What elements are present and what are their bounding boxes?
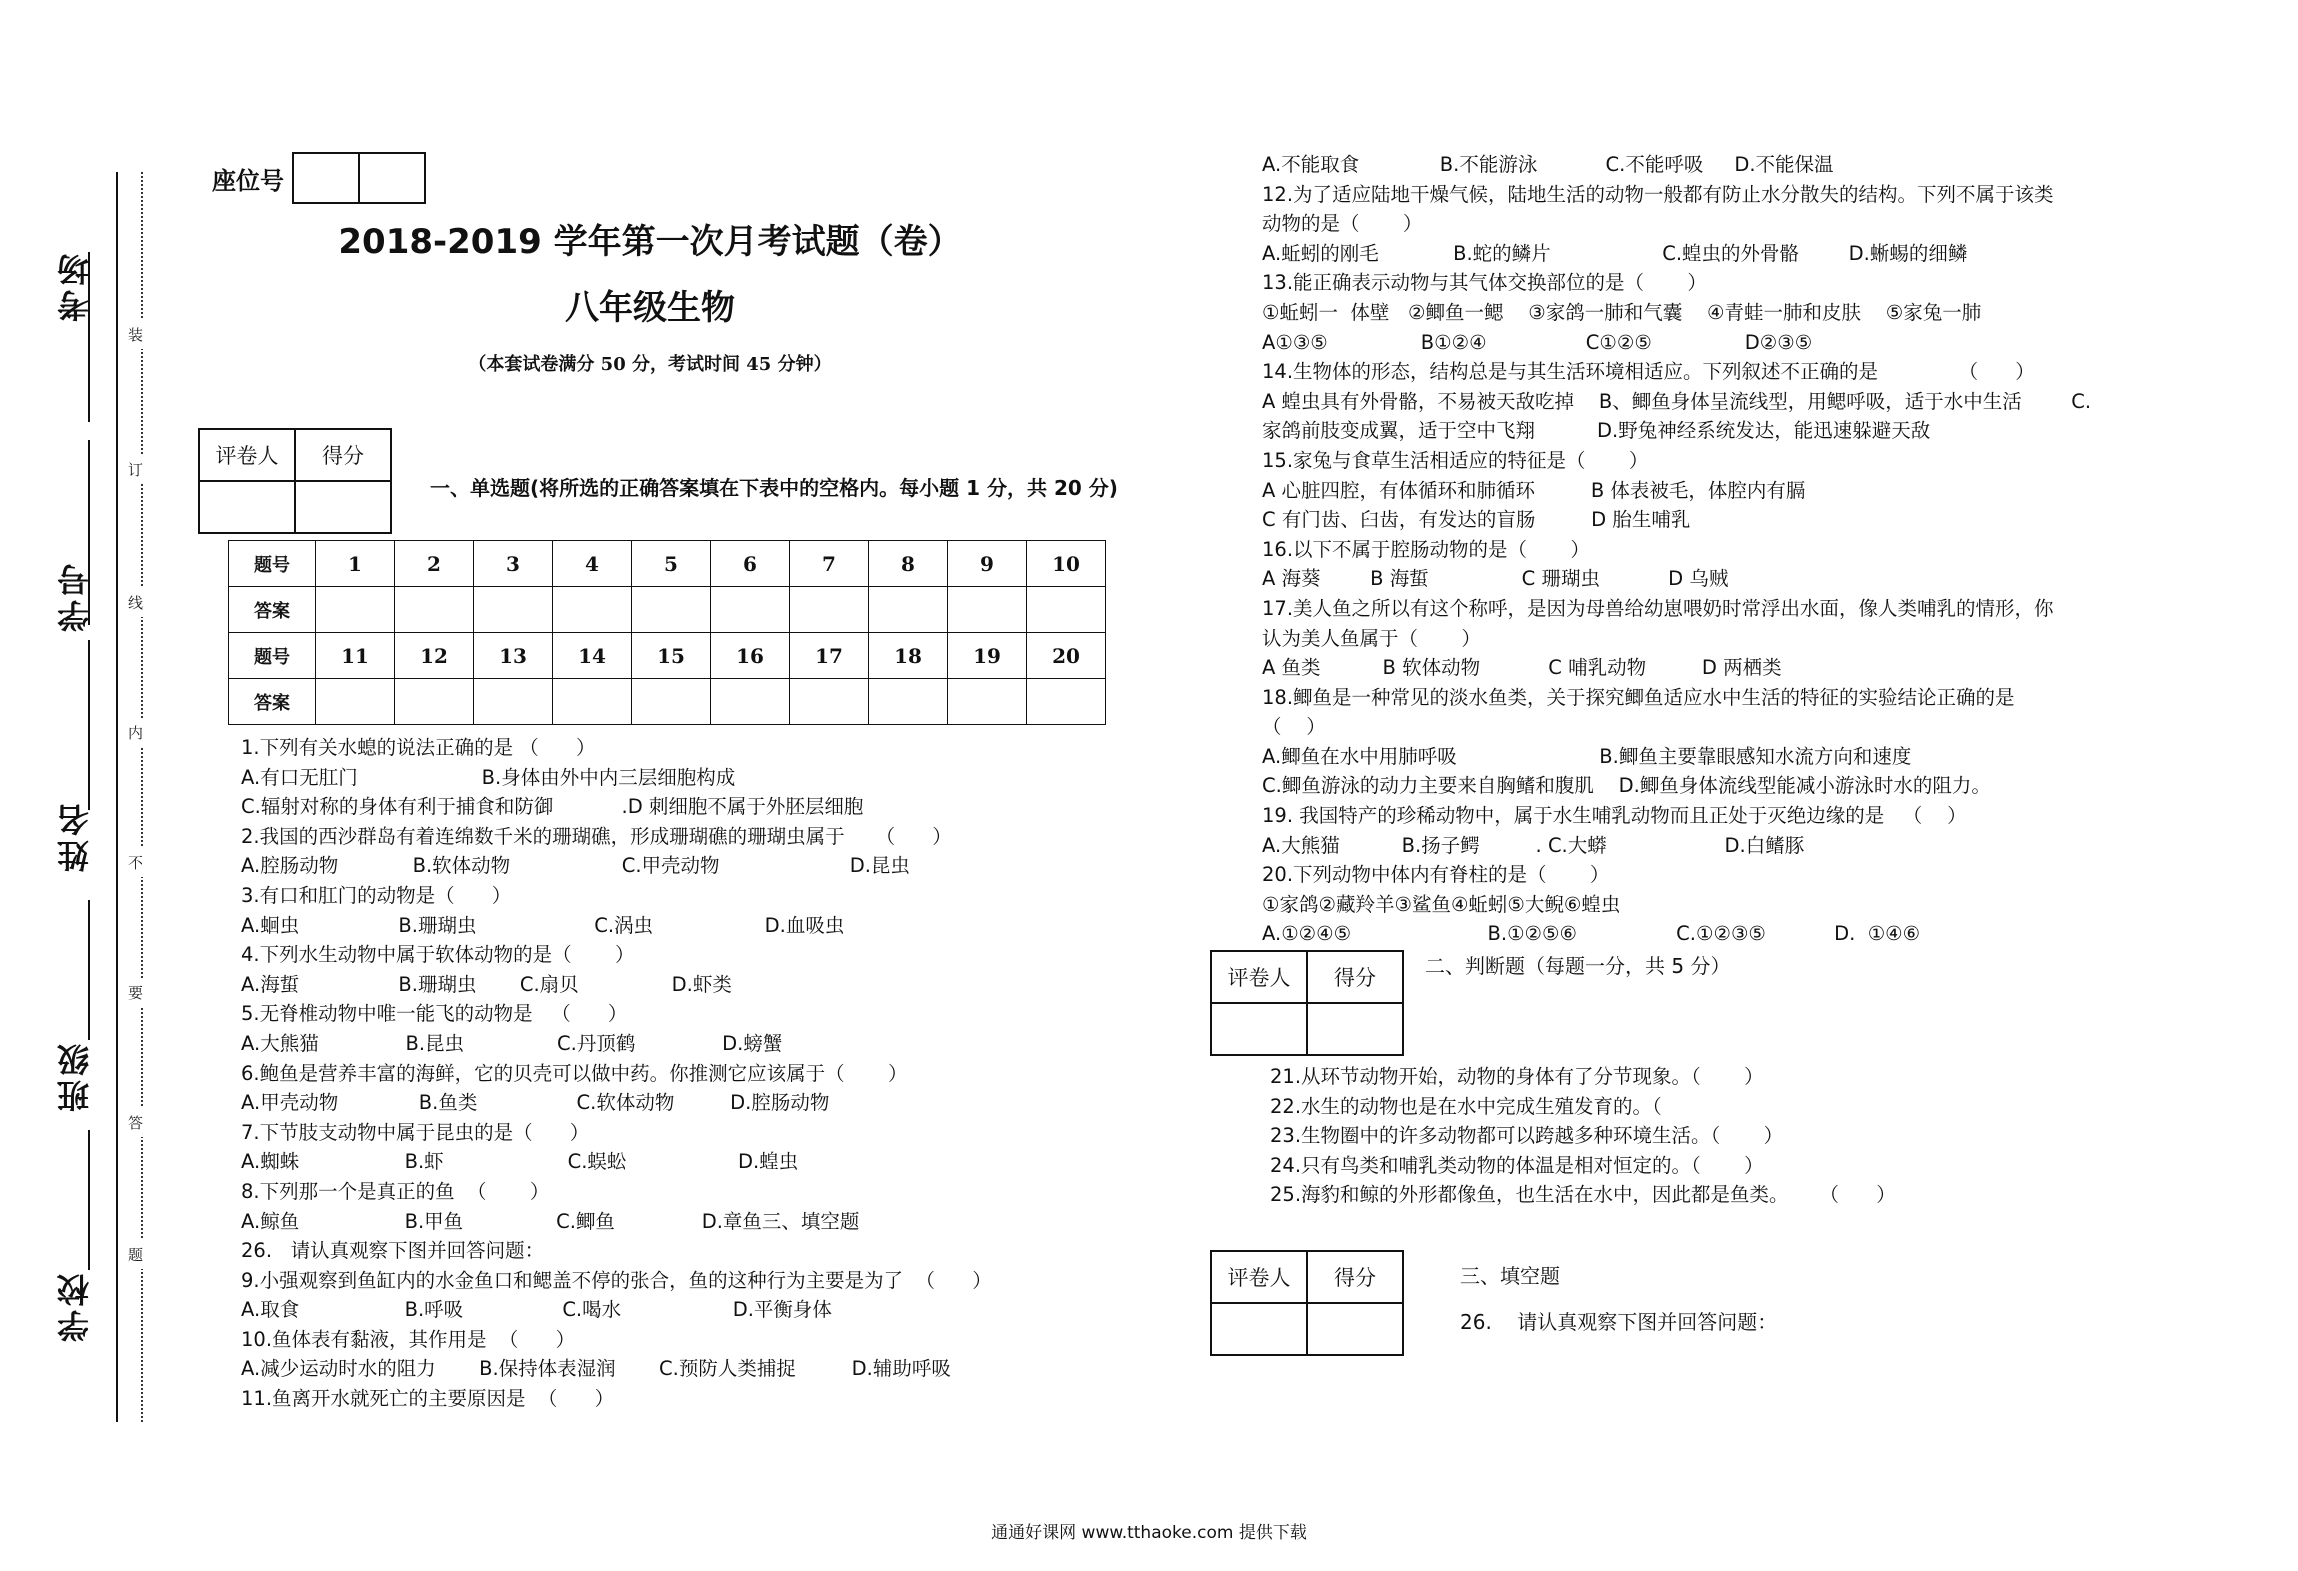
- question-line: （ ）: [1262, 715, 1326, 739]
- question-line: A.鲫鱼在水中用肺呼吸 B.鲫鱼主要靠眼感知水流方向和速度: [1262, 744, 1912, 768]
- answer-cell[interactable]: [316, 587, 395, 633]
- question-line: A.减少运动时水的阻力 B.保持体表湿润 C.预防人类捕捉 D.辅助呼吸: [241, 1357, 951, 1381]
- answer-cell[interactable]: [711, 679, 790, 725]
- answer-cell[interactable]: [632, 587, 711, 633]
- question-number: 12: [395, 633, 474, 679]
- question-number: 18: [869, 633, 948, 679]
- question-line: A.有口无肛门 B.身体由外中内三层细胞构成: [241, 765, 736, 789]
- grader-reviewer-label: 评卷人: [199, 429, 295, 481]
- answer-cell[interactable]: [316, 679, 395, 725]
- question-number: 6: [711, 541, 790, 587]
- question-line: A.海蜇 B.珊瑚虫 C.扇贝 D.虾类: [241, 972, 732, 996]
- question-line: 6.鲍鱼是营养丰富的海鲜，它的贝壳可以做中药。你推测它应该属于（ ）: [241, 1061, 908, 1085]
- exam-title: 2018-2019 学年第一次月考试题（卷）: [338, 222, 962, 262]
- answer-cell[interactable]: [1027, 587, 1106, 633]
- answer-table: [228, 540, 1106, 725]
- side-label-text: 姓名: [56, 800, 94, 872]
- question-line: A.蜘蛛 B.虾 C.蜈蚣 D.蝗虫: [241, 1150, 799, 1174]
- answer-cell[interactable]: [553, 587, 632, 633]
- question-line: A.蛔虫 B.珊瑚虫 C.涡虫 D.血吸虫: [241, 913, 845, 937]
- question-number: 5: [632, 541, 711, 587]
- question-number: 9: [948, 541, 1027, 587]
- grader-score-cell[interactable]: [1307, 1303, 1403, 1355]
- question-line: 16.以下不属于腔肠动物的是（ ）: [1262, 537, 1590, 561]
- answer-cell[interactable]: [948, 679, 1027, 725]
- grader-box: [198, 428, 392, 534]
- question-number: 19: [948, 633, 1027, 679]
- question-line: A.甲壳动物 B.鱼类 C.软体动物 D.腔肠动物: [241, 1091, 830, 1115]
- answer-table-number-row: [229, 633, 1106, 679]
- question-line: 21.从环节动物开始，动物的身体有了分节现象。（ ）: [1270, 1065, 1764, 1088]
- answer-cell[interactable]: [632, 679, 711, 725]
- seal-char: 不: [128, 848, 143, 877]
- question-number-label: 题号: [229, 633, 316, 679]
- question-number: 15: [632, 633, 711, 679]
- question-line: A 鱼类 B 软体动物 C 哺乳动物 D 两栖类: [1262, 656, 1782, 680]
- seal-char: 答: [128, 1108, 143, 1137]
- grader-reviewer-cell[interactable]: [1211, 1303, 1307, 1355]
- exam-note: （本套试卷满分 50 分，考试时间 45 分钟）: [468, 354, 832, 375]
- question-line: 15.家兔与食草生活相适应的特征是（ ）: [1262, 448, 1649, 472]
- grader-score-cell[interactable]: [1307, 1003, 1403, 1055]
- question-number: 10: [1027, 541, 1106, 587]
- binding-dotted-line: [141, 172, 143, 1422]
- question-line: 认为美人鱼属于（ ）: [1262, 626, 1481, 650]
- answer-cell[interactable]: [790, 679, 869, 725]
- question-26: 26. 请认真观察下图并回答问题：: [1460, 1310, 1778, 1334]
- question-number: 8: [869, 541, 948, 587]
- answer-cell[interactable]: [395, 587, 474, 633]
- question-number: 16: [711, 633, 790, 679]
- question-line: 14.生物体的形态，结构总是与其生活环境相适应。下列叙述不正确的是 （ ）: [1262, 360, 2035, 384]
- question-line: A.鲸鱼 B.甲鱼 C.鲫鱼 D.章鱼三、填空题: [241, 1209, 860, 1233]
- question-line: 25.海豹和鲸的外形都像鱼，也生活在水中，因此都是鱼类。 （ ）: [1270, 1183, 1896, 1207]
- grader-score-label: 得分: [295, 429, 391, 481]
- answer-cell[interactable]: [869, 587, 948, 633]
- side-label-text: 学校: [56, 1270, 94, 1342]
- question-line: A.取食 B.呼吸 C.喝水 D.平衡身体: [241, 1298, 832, 1322]
- question-line: 26. 请认真观察下图并回答问题：: [241, 1239, 545, 1263]
- grader-reviewer-cell[interactable]: [199, 481, 295, 533]
- answer-cell[interactable]: [474, 587, 553, 633]
- seal-char: 线: [128, 588, 143, 617]
- seal-char: 题: [128, 1240, 143, 1269]
- question-number: 7: [790, 541, 869, 587]
- question-number: 11: [316, 633, 395, 679]
- question-number: 14: [553, 633, 632, 679]
- side-label-text: 考场: [56, 250, 94, 322]
- section3-heading: 三、填空题: [1460, 1264, 1560, 1288]
- answer-cell[interactable]: [395, 679, 474, 725]
- seal-char: 装: [128, 320, 143, 349]
- question-line: 13.能正确表示动物与其气体交换部位的是（ ）: [1262, 271, 1707, 295]
- question-line: 12.为了适应陆地干燥气候，陆地生活的动物一般都有防止水分散失的结构。下列不属于该类: [1262, 182, 2054, 206]
- answer-cell[interactable]: [474, 679, 553, 725]
- grader-reviewer-label: 评卷人: [1211, 1251, 1307, 1303]
- side-underline: [88, 252, 90, 422]
- grader-box: [1210, 950, 1404, 1056]
- question-number: 20: [1027, 633, 1106, 679]
- question-line: 4.下列水生动物中属于软体动物的是（ ）: [241, 943, 635, 967]
- answer-cell[interactable]: [1027, 679, 1106, 725]
- seal-char: 订: [128, 455, 143, 484]
- question-number: 3: [474, 541, 553, 587]
- right-question-column: [1262, 150, 2202, 949]
- binding-solid-line: [116, 172, 118, 1422]
- answer-cell[interactable]: [948, 587, 1027, 633]
- question-line: 10.鱼体表有黏液，其作用是 （ ）: [241, 1327, 576, 1351]
- question-line: 23.生物圈中的许多动物都可以跨越多种环境生活。（ ）: [1270, 1124, 1784, 1148]
- side-label-text: 学号: [56, 560, 94, 632]
- question-line: A 海葵 B 海蜇 C 珊瑚虫 D 乌贼: [1262, 567, 1729, 591]
- answer-cell[interactable]: [711, 587, 790, 633]
- question-line: 22.水生的动物也是在水中完成生殖发育的。（: [1270, 1094, 1662, 1118]
- question-line: A①③⑤ B①②④ C①②⑤ D②③⑤: [1262, 330, 1813, 354]
- question-number: 4: [553, 541, 632, 587]
- question-line: 家鸽前肢变成翼，适于空中飞翔 D.野兔神经系统发达，能迅速躲避天敌: [1262, 419, 1931, 443]
- section1-heading: 一、单选题(将所选的正确答案填在下表中的空格内。每小题 1 分，共 20 分): [430, 476, 1118, 500]
- question-line: A 蝗虫具有外骨骼，不易被天敌吃掉 B、鲫鱼身体呈流线型，用鳃呼吸，适于水中生活 C.: [1262, 389, 2092, 413]
- question-line: 11.鱼离开水就死亡的主要原因是 （ ）: [241, 1387, 615, 1411]
- seat-number: [212, 152, 426, 204]
- question-number: 17: [790, 633, 869, 679]
- question-line: 3.有口和肛门的动物是（ ）: [241, 883, 512, 907]
- seat-box[interactable]: [292, 152, 360, 204]
- left-question-column: [241, 733, 1121, 1414]
- seal-char: 要: [128, 978, 143, 1007]
- grader-score-label: 得分: [1307, 1251, 1403, 1303]
- seat-box[interactable]: [360, 152, 426, 204]
- question-line: ①蚯蚓一 体壁 ②鲫鱼一鳃 ③家鸽一肺和气囊 ④青蛙一肺和皮肤 ⑤家兔一肺: [1262, 300, 1982, 324]
- side-label-school: [40, 1270, 110, 1342]
- question-line: A.大熊猫 B.扬子鳄 . C.大蟒 D.白鳍豚: [1262, 833, 1805, 857]
- side-label-student-id: [40, 560, 110, 632]
- question-line: 1.下列有关水螅的说法正确的是 （ ）: [241, 736, 596, 759]
- question-line: C.辐射对称的身体有利于捕食和防御 .D 刺细胞不属于外胚层细胞: [241, 795, 864, 819]
- question-number-label: 题号: [229, 541, 316, 587]
- question-number: 13: [474, 633, 553, 679]
- question-line: 24.只有鸟类和哺乳类动物的体温是相对恒定的。（ ）: [1270, 1153, 1764, 1177]
- question-line: A.不能取食 B.不能游泳 C.不能呼吸 D.不能保温: [1262, 153, 1834, 176]
- grader-reviewer-label: 评卷人: [1211, 951, 1307, 1003]
- side-label-name: [40, 800, 110, 872]
- seat-label: 座位号: [212, 166, 284, 195]
- question-number: 2: [395, 541, 474, 587]
- question-number: 1: [316, 541, 395, 587]
- exam-subject: 八年级生物: [565, 288, 735, 328]
- side-underline: [88, 1130, 90, 1270]
- answer-cell[interactable]: [790, 587, 869, 633]
- question-line: A.大熊猫 B.昆虫 C.丹顶鹤 D.螃蟹: [241, 1031, 783, 1055]
- answer-table-number-row: [229, 541, 1106, 587]
- side-underline: [88, 900, 90, 1040]
- question-line: A 心脏四腔，有体循环和肺循环 B 体表被毛，体腔内有膈: [1262, 478, 1806, 502]
- question-line: 20.下列动物中体内有脊柱的是（ ）: [1262, 863, 1610, 887]
- side-underline: [88, 640, 90, 810]
- question-line: 19. 我国特产的珍稀动物中，属于水生哺乳动物而且正处于灭绝边缘的是 （ ）: [1262, 804, 1967, 828]
- question-line: 9.小强观察到鱼缸内的水金鱼口和鳃盖不停的张合，鱼的这种行为主要是为了 （ ）: [241, 1268, 992, 1292]
- footer-source: 通通好课网 www.tthaoke.com 提供下载: [991, 1523, 1307, 1543]
- question-line: 17.美人鱼之所以有这个称呼，是因为母兽给幼崽喂奶时常浮出水面，像人类哺乳的情形，你: [1262, 596, 2054, 620]
- answer-cell[interactable]: [553, 679, 632, 725]
- judge-question-column: [1270, 1062, 2150, 1210]
- question-line: 18.鲫鱼是一种常见的淡水鱼类，关于探究鲫鱼适应水中生活的特征的实验结论正确的是: [1262, 685, 2015, 709]
- question-line: 2.我国的西沙群岛有着连绵数千米的珊瑚礁，形成珊瑚礁的珊瑚虫属于 （ ）: [241, 824, 952, 848]
- question-line: C 有门齿、臼齿，有发达的盲肠 D 胎生哺乳: [1262, 508, 1691, 532]
- answer-table-answer-row: [229, 679, 1106, 725]
- grader-score-label: 得分: [1307, 951, 1403, 1003]
- seal-char: 内: [128, 718, 143, 747]
- grader-reviewer-cell[interactable]: [1211, 1003, 1307, 1055]
- answer-table-answer-row: [229, 587, 1106, 633]
- side-label-class: [40, 1040, 110, 1112]
- question-line: 8.下列那一个是真正的鱼 （ ）: [241, 1179, 550, 1203]
- question-line: 动物的是（ ）: [1262, 212, 1423, 236]
- grader-box: [1210, 1250, 1404, 1356]
- answer-label: 答案: [229, 587, 316, 633]
- section2-heading: 二、判断题（每题一分，共 5 分）: [1425, 954, 1731, 978]
- side-label-text: 班级: [56, 1040, 94, 1112]
- grader-score-cell[interactable]: [295, 481, 391, 533]
- answer-cell[interactable]: [869, 679, 948, 725]
- side-underline: [88, 440, 90, 625]
- question-line: 5.无脊椎动物中唯一能飞的动物是 （ ）: [241, 1002, 628, 1026]
- question-line: A.①②④⑤ B.①②⑤⑥ C.①②③⑤ D. ①④⑥: [1262, 922, 1921, 946]
- question-line: ①家鸽②藏羚羊③鲨鱼④蚯蚓⑤大鲵⑥蝗虫: [1262, 892, 1621, 916]
- side-label-exam-room: [40, 250, 110, 322]
- question-line: A.腔肠动物 B.软体动物 C.甲壳动物 D.昆虫: [241, 854, 910, 878]
- question-line: C.鲫鱼游泳的动力主要来自胸鳍和腹肌 D.鲫鱼身体流线型能减小游泳时水的阻力。: [1262, 774, 1991, 798]
- answer-label: 答案: [229, 679, 316, 725]
- question-line: 7.下节肢支动物中属于昆虫的是（ ）: [241, 1120, 590, 1144]
- question-line: A.蚯蚓的刚毛 B.蛇的鳞片 C.蝗虫的外骨骼 D.蜥蜴的细鳞: [1262, 241, 1968, 265]
